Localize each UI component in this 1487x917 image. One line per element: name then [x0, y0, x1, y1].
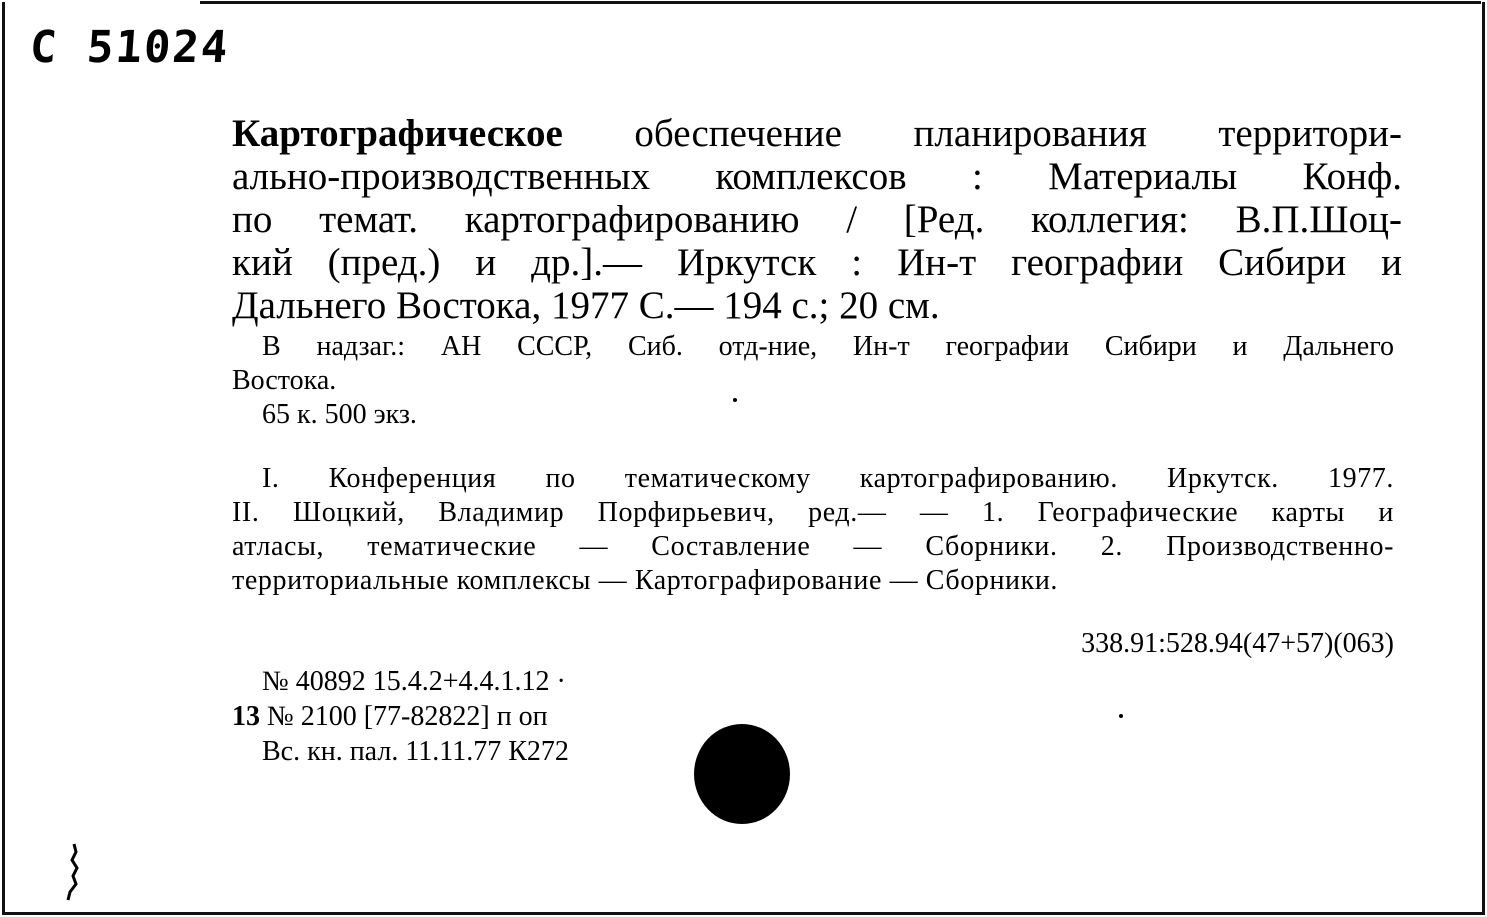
title-line-1	[232, 112, 1402, 155]
speck-dot	[733, 398, 737, 402]
udc-code: 338.91:528.94(47+57)(063)	[1081, 628, 1394, 659]
title-line-4: кий (пред.) и др.].— Иркутск : Ин-т географии Сибири и	[232, 241, 1402, 284]
punch-hole	[694, 724, 790, 824]
card-top-border	[200, 1, 1481, 4]
title-heading-word: Картографическое	[232, 112, 563, 155]
note-line-1: В надзаг.: АН СССР, Сиб. отд-ние, Ин-т географии Сибири и Дальнего	[262, 331, 1394, 362]
title-block	[232, 112, 1402, 327]
price-line: 65 к. 500 экз.	[262, 399, 417, 430]
tech-line-2-rest: № 2100 [77-82822] п оп	[260, 701, 548, 732]
subject-line-1: I. Конференция по тематическому картографированию. Иркутск. 1977.	[262, 463, 1394, 494]
title-line-2: ально-производственных комплексов : Материалы Конф.	[232, 155, 1402, 198]
tech-line-2	[232, 699, 569, 734]
note-block	[232, 330, 1394, 432]
handwritten-mark-icon	[60, 842, 84, 902]
call-number: С 51024	[28, 22, 232, 73]
subject-line-4: территориальные комплексы — Картографирование — Сборники.	[232, 565, 1059, 596]
note-line-2: Востока.	[232, 365, 337, 396]
tech-line-1: № 40892 15.4.2+4.4.1.12 ·	[262, 666, 566, 697]
speck-dot	[1119, 714, 1123, 718]
subject-headings	[232, 462, 1394, 598]
subject-line-3: атласы, тематические — Составление — Сборники. 2. Производственно-	[232, 531, 1394, 562]
technical-block	[232, 664, 569, 769]
title-line-5: Дальнего Востока, 1977 С.— 194 с.; 20 см.	[232, 284, 940, 327]
tech-line-2-number: 13	[232, 701, 260, 732]
title-line-3: по темат. картографированию / [Ред. коллегия: В.П.Шоц-	[232, 198, 1402, 241]
title-line-1-rest: обеспечение планирования территори-	[634, 112, 1403, 155]
tech-line-3: Вс. кн. пал. 11.11.77 К272	[262, 736, 569, 767]
subject-line-2: II. Шоцкий, Владимир Порфирьевич, ред.— — 1. Географические карты и	[232, 497, 1394, 528]
